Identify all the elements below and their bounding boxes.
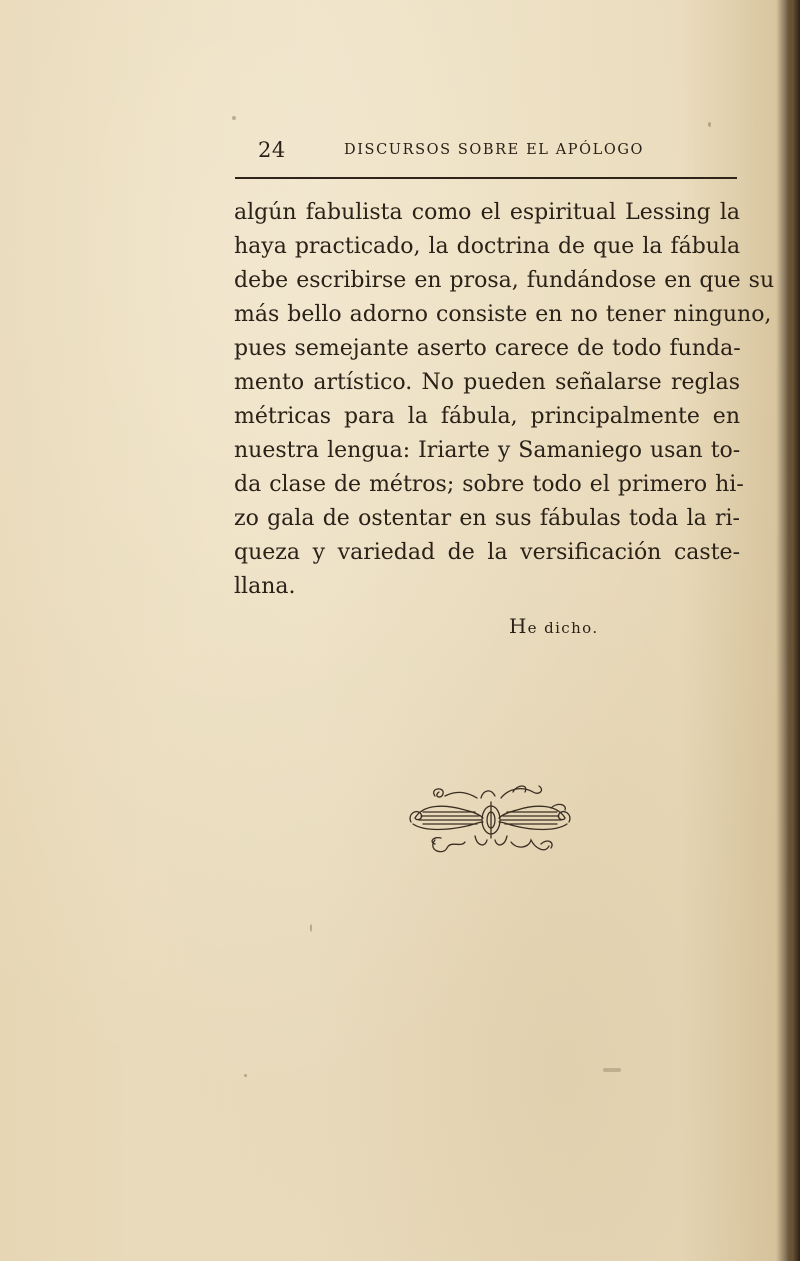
text-line: da clase de métros; sobre todo el primero hi- [234,472,744,497]
paper-speck [310,924,312,932]
page-header [258,138,658,168]
text-line: queza y variedad de la versificación caste- [234,540,740,565]
paper-speck [603,1068,621,1072]
signoff-small-caps: e dicho. [527,619,599,637]
page-edge [786,0,800,1261]
body-paragraph [234,196,775,604]
page-number: 24 [258,138,286,162]
text-line: nuestra lengua: Iriarte y Samaniego usan to- [234,438,741,463]
text-line: algún fabulista como el espiritual Lessing la [234,200,740,225]
text-line: más bello adorno consiste en no tener ninguno, [234,302,772,327]
text-line: zo gala de ostentar en sus fábulas toda la ri- [234,506,740,531]
header-rule [235,177,737,179]
text-line: haya practicado, la doctrina de que la fábula [234,234,741,259]
floral-ornament-icon [405,778,575,860]
text-line: debe escribirse en prosa, fundándose en que su [234,268,775,293]
paper-speck [232,116,236,120]
running-head: DISCURSOS SOBRE EL APÓLOGO [344,142,644,158]
text-line: métricas para la fábula, principalmente en [234,404,740,429]
text-line: mento artístico. No pueden señalarse reglas [234,370,740,395]
text-line: pues semejante aserto carece de todo funda- [234,336,741,361]
text-line-last: llana. [234,574,296,599]
paper-speck [244,1074,247,1077]
paper-speck [708,122,711,127]
signoff [509,614,599,638]
signoff-initial: H [509,614,528,638]
